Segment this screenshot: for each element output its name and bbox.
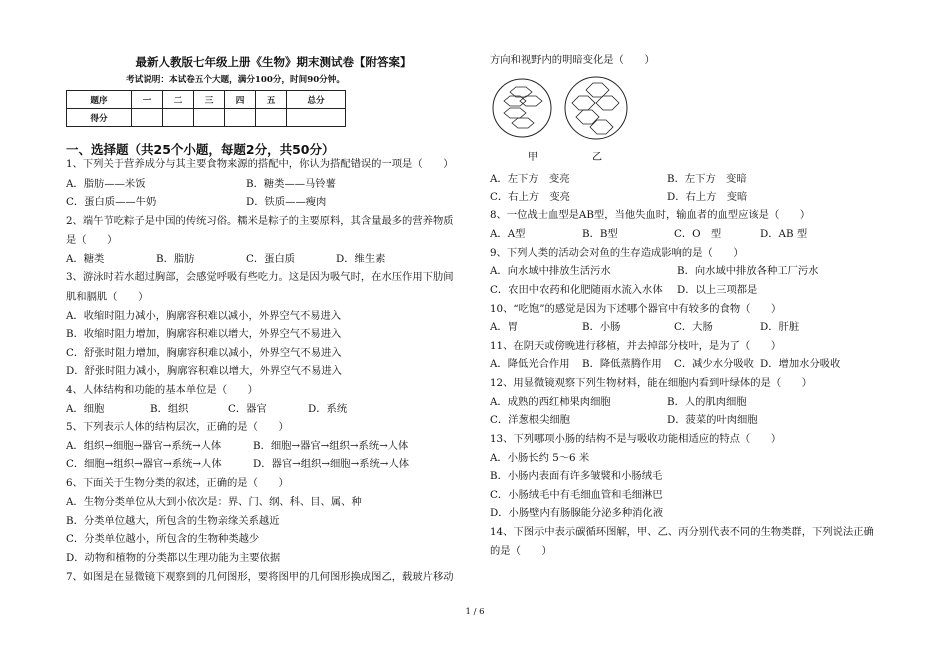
q3-option-c: C．舒张时阻力增加，胸廓容积难以减小，外界空气不易进入 [66, 347, 342, 359]
question-6-stem: 6、下面关于生物分类的叙述，正确的是（ ） [66, 477, 289, 489]
q8-option-d: D．AB 型 [760, 228, 808, 240]
q6-option-c: C．分类单位越小，所包含的生物种类越少 [66, 533, 260, 545]
q11-option-b: B．降低蒸腾作用 [582, 358, 662, 370]
q10-option-d: D．肝脏 [760, 321, 800, 333]
question-3-stem-cont: 肌和膈肌（ ） [66, 291, 149, 303]
question-1-stem: 1、下列关于营养成分与其主要食物来源的搭配中，你认为搭配错误的一项是（ ） [66, 158, 454, 170]
q2-option-a: A．糖类 [66, 253, 105, 265]
q3-option-d: D．舒张时阻力减小，胸廓容积难以增大，外界空气不易进入 [66, 365, 342, 377]
q13-option-a: A．小肠长约 5～6 米 [490, 452, 590, 464]
figure-label-jia: 甲 [528, 152, 538, 163]
q9-option-b: B．向水域中排放各种工厂污水 [677, 265, 819, 277]
score-table-header-row [67, 91, 346, 109]
q7-option-a: A．左下方 变亮 [490, 173, 570, 185]
score-cell-blank[interactable] [256, 109, 287, 127]
q6-option-d: D．动物和植物的分类都以生理功能为主要依据 [66, 552, 281, 564]
q5-option-a: A．组织→细胞→器官→系统→人体 [66, 440, 222, 452]
page-title: 最新人教版七年级上册《生物》期末测试卷【附答案】 [135, 55, 412, 69]
q4-option-b: B．组织 [150, 403, 189, 415]
q5-option-b: B．细胞→器官→组织→系统→人体 [253, 440, 409, 452]
q6-option-a: A．生物分类单位从大到小依次是：界、门、纲、科、目、属、种 [66, 496, 362, 508]
q11-option-c: C．减少水分吸收 [674, 358, 754, 370]
score-cell: 五 [256, 91, 287, 109]
figure-label-yi: 乙 [592, 152, 602, 163]
q7-option-b: B．左下方 变暗 [667, 173, 747, 185]
q2-option-b: B．脂肪 [156, 253, 195, 265]
q10-option-b: B．小肠 [582, 321, 621, 333]
question-2-stem-cont: 是（ ） [66, 234, 118, 246]
q10-option-c: C．大肠 [674, 321, 713, 333]
question-7-stem-cont: 方向和视野内的明暗变化是（ ） [490, 54, 655, 66]
score-cell-blank[interactable] [132, 109, 163, 127]
q12-option-a: A．成熟的西红柿果肉细胞 [490, 396, 611, 408]
q4-option-c: C．器官 [228, 403, 267, 415]
question-13-stem: 13、下列哪项小肠的结构不是与吸收功能相适应的特点（ ） [490, 433, 782, 445]
q1-option-c: C．蛋白质——牛奶 [66, 196, 157, 208]
q4-option-d: D．系统 [308, 403, 348, 415]
q7-option-d: D．右上方 变暗 [667, 191, 748, 203]
q1-option-a: A．脂肪——米饭 [66, 178, 146, 190]
q2-option-c: C．蛋白质 [246, 253, 296, 265]
q6-option-b: B．分类单位越大，所包含的生物亲缘关系越近 [66, 515, 280, 527]
score-cell: 得分 [67, 109, 132, 127]
question-7-stem: 7、如图是在显微镜下观察到的几何图形，要将图甲的几何图形换成图乙，载玻片移动 [66, 571, 454, 583]
score-cell: 四 [225, 91, 256, 109]
q13-option-b: B．小肠内表面有许多皱襞和小肠绒毛 [490, 470, 663, 482]
score-table [66, 90, 346, 127]
section-heading: 一、选择题（共25个小题，每题2分，共50分） [66, 142, 335, 157]
question-4-stem: 4、人体结构和功能的基本单位是（ ） [66, 384, 258, 396]
q10-option-a: A．胃 [490, 321, 519, 333]
q4-option-a: A．细胞 [66, 403, 105, 415]
question-12-stem: 12、用显微镜观察下列生物材料，能在细胞内看到叶绿体的是（ ） [490, 377, 813, 389]
page-number: 1 / 6 [465, 607, 485, 617]
q1-option-b: B．糖类——马铃薯 [246, 178, 336, 190]
score-table-score-row [67, 109, 346, 127]
question-2-stem: 2、端午节吃粽子是中国的传统习俗。糯米是粽子的主要原料，其含量最多的营养物质 [66, 215, 454, 227]
q8-option-c: C．O 型 [674, 228, 722, 240]
question-14-stem-cont: 的是（ ） [490, 545, 552, 557]
q8-option-a: A．A型 [490, 228, 526, 240]
q9-option-a: A．向水域中排放生活污水 [490, 265, 611, 277]
q5-option-d: D．器官→组织→细胞→系统→人体 [253, 458, 410, 470]
question-3-stem: 3、游泳时若水超过胸部，会感觉呼吸有些吃力。这是因为吸气时，在水压作用下肋间 [66, 271, 454, 283]
score-cell: 一 [132, 91, 163, 109]
score-cell-blank[interactable] [194, 109, 225, 127]
q2-option-d: D．维生素 [336, 253, 386, 265]
q12-option-b: B．人的肌肉细胞 [667, 396, 747, 408]
q12-option-d: D．菠菜的叶肉细胞 [667, 414, 758, 426]
score-cell: 二 [163, 91, 194, 109]
q12-option-c: C．洋葱根尖细胞 [490, 414, 570, 426]
question-14-stem: 14、下图示中表示碳循环图解，甲、乙、丙分别代表不同的生物类群，下列说法正确 [490, 526, 874, 538]
score-cell-blank[interactable] [163, 109, 194, 127]
q3-option-a: A．收缩时阻力减小，胸廓容积难以减小，外界空气不易进入 [66, 310, 342, 322]
score-cell: 题序 [67, 91, 132, 109]
score-cell: 三 [194, 91, 225, 109]
q11-option-d: D．增加水分吸收 [760, 358, 841, 370]
q9-option-c: C．农田中农药和化肥随雨水流入水体 [490, 284, 663, 296]
view-jia-circle [493, 79, 551, 137]
microscope-view-figure [490, 70, 640, 168]
question-11-stem: 11、在阴天或傍晚进行移植，并去掉部分枝叶，是为了（ ） [490, 340, 782, 352]
question-10-stem: 10、“吃饱”的感觉是因为下述哪个器官中有较多的食物（ ） [490, 303, 782, 315]
q3-option-b: B．收缩时阻力增加，胸廓容积难以增大，外界空气不易进入 [66, 328, 342, 340]
question-8-stem: 8、一位战士血型是AB型，当他失血时，输血者的血型应该是（ ） [490, 209, 811, 221]
exam-note: 考试说明：本试卷五个大题，满分100分，时间90分钟。 [126, 75, 345, 85]
q5-option-c: C．细胞→组织→器官→系统→人体 [66, 458, 222, 470]
q9-option-d: D．以上三项都是 [677, 284, 758, 296]
q11-option-a: A．降低光合作用 [490, 358, 570, 370]
score-cell: 总分 [287, 91, 346, 109]
q1-option-d: D．铁质——瘦肉 [246, 196, 327, 208]
score-cell-blank[interactable] [225, 109, 256, 127]
q8-option-b: B．B型 [582, 228, 618, 240]
score-cell-blank[interactable] [287, 109, 346, 127]
q7-option-c: C．右上方 变亮 [490, 191, 570, 203]
question-5-stem: 5、下列表示人体的结构层次，正确的是（ ） [66, 421, 289, 433]
view-yi-circle [565, 77, 627, 139]
question-9-stem: 9、下列人类的活动会对鱼的生存造成影响的是（ ） [490, 247, 744, 259]
q13-option-c: C．小肠绒毛中有毛细血管和毛细淋巴 [490, 489, 663, 501]
q13-option-d: D．小肠壁内有肠腺能分泌多种消化液 [490, 507, 664, 519]
